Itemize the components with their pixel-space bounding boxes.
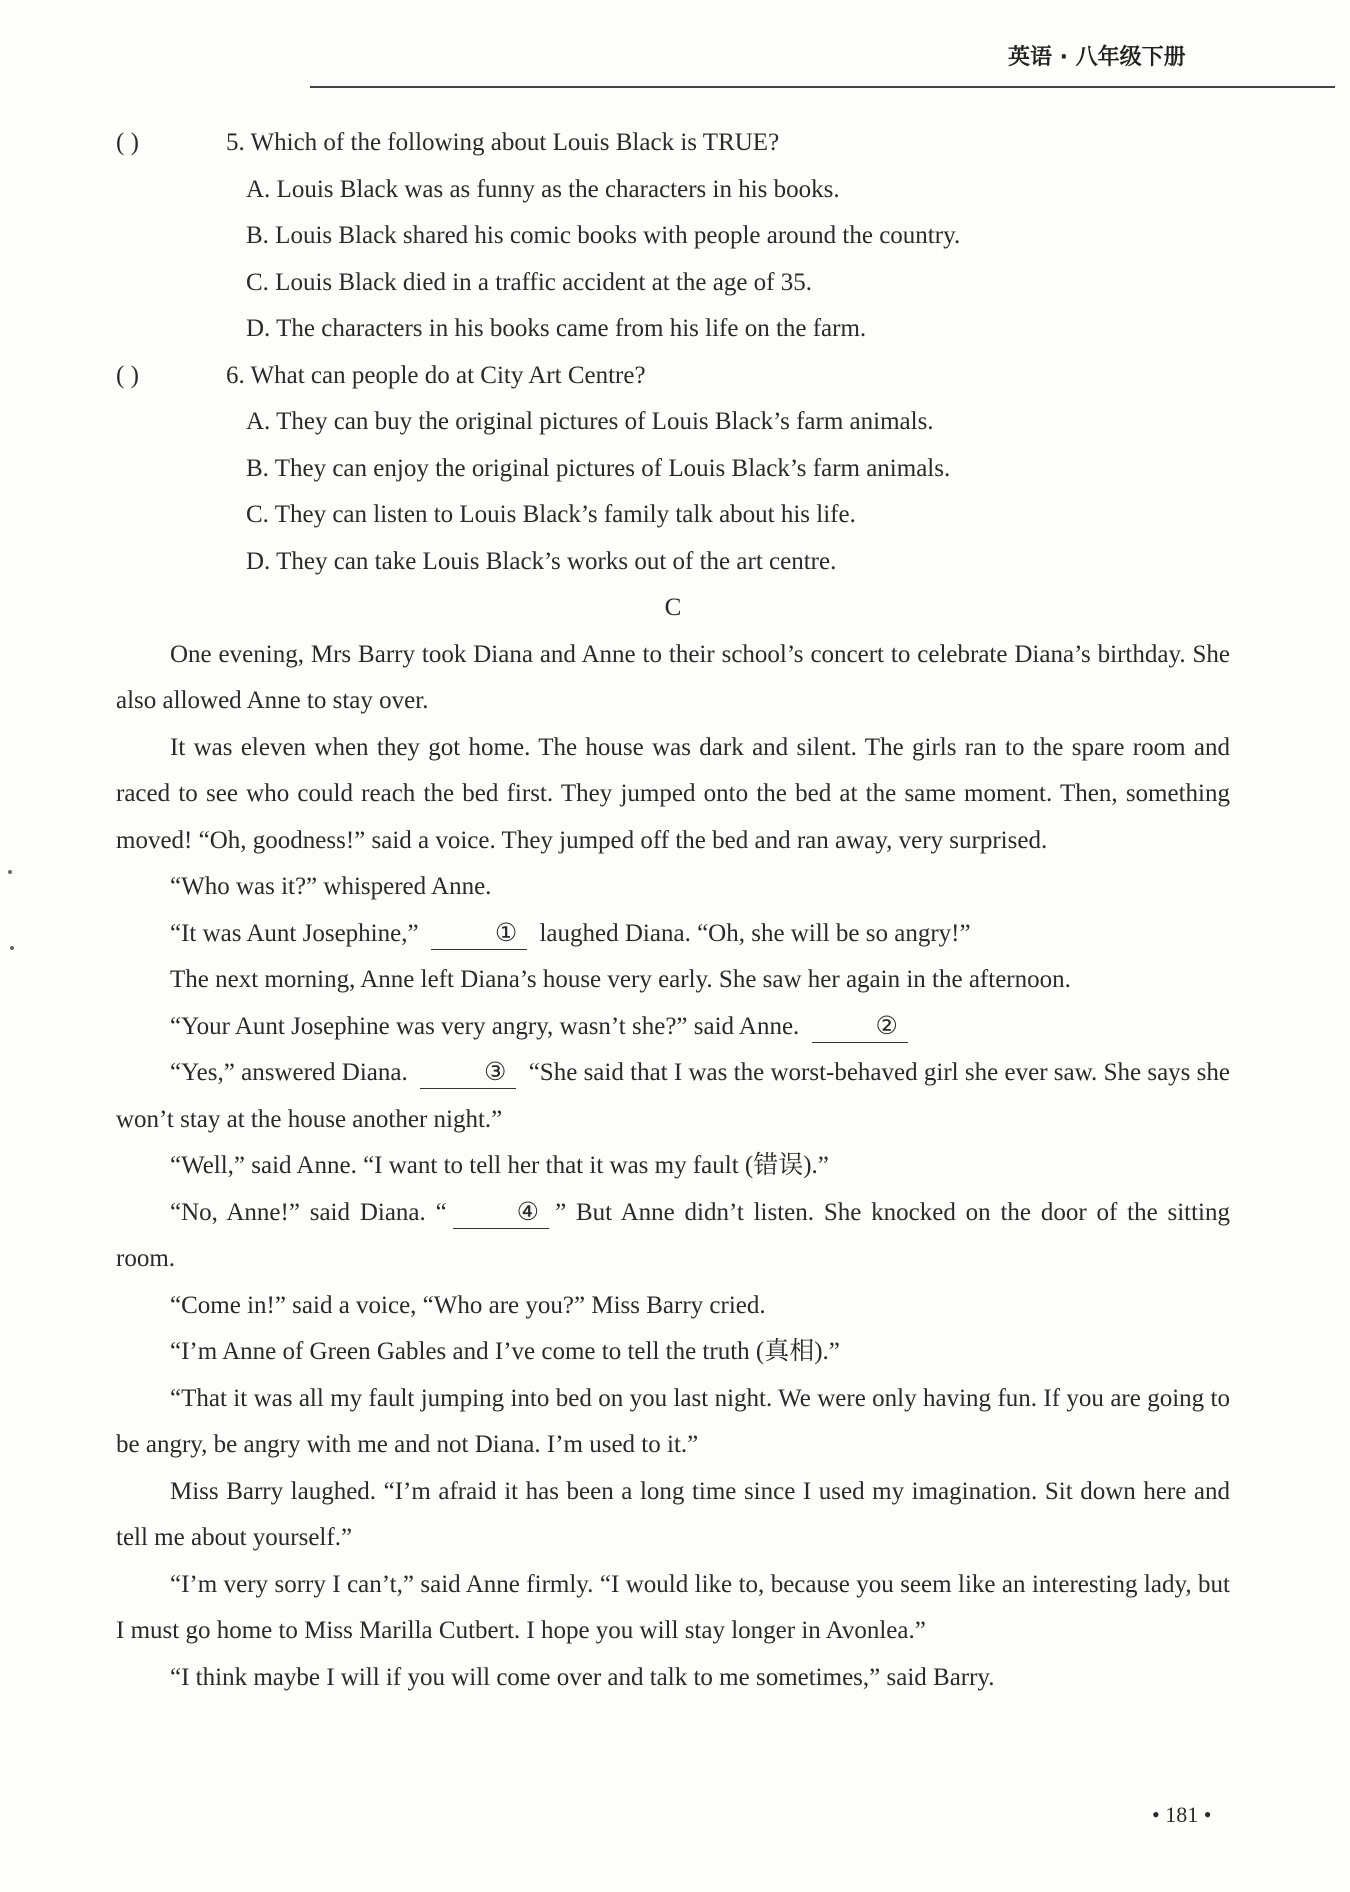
paragraph: “I’m very sorry I can’t,” said Anne firmly. “I would like to, because you seem like an interesting lady, but I must go home to Miss Marilla Cutbert. I hope you will stay longer in Avonlea.” (116, 1570, 1230, 1644)
page-content (116, 120, 1230, 1701)
paragraph (116, 1050, 1230, 1143)
page-number: • 181 • (1152, 1802, 1212, 1827)
option: A. Louis Black was as funny as the characters in his books. (246, 175, 840, 203)
paragraph: “Who was it?” whispered Anne. (170, 873, 492, 900)
question-5 (116, 120, 1230, 167)
option: B. Louis Black shared his comic books with people around the country. (246, 222, 961, 249)
paragraph: It was eleven when they got home. The house was dark and silent. The girls ran to the spare room and raced to see who could reach the bed first. They jumped onto the bed at the same moment. Then, something moved! “Oh, goodness!” said a voice. They jumped off the bed and ran away, very surprised. (116, 733, 1230, 854)
question-6 (116, 353, 1230, 400)
paragraph: One evening, Mrs Barry took Diana and Anne to their school’s concert to celebrate Diana’s birthday. She also allowed Anne to stay over. (116, 640, 1230, 714)
margin-mark (8, 870, 12, 874)
paragraph: “Come in!” said a voice, “Who are you?” Miss Barry cried. (170, 1291, 766, 1319)
text-segment: laughed Diana. “Oh, she will be so angry!” (539, 919, 971, 947)
text-segment: “It was Aunt Josephine,” (170, 919, 419, 947)
margin-mark (10, 946, 14, 950)
option: C. Louis Black died in a traffic accident at the age of 35. (246, 268, 813, 296)
answer-paren: ( ) (116, 361, 139, 389)
blank-1[interactable]: ① (431, 919, 527, 950)
paragraph: “That it was all my fault jumping into bed on you last night. We were only having fun. If you are going to be angry, be angry with me and not Diana. I’m used to it.” (116, 1384, 1230, 1458)
option: D. They can take Louis Black’s works out of the art centre. (246, 547, 837, 575)
header-title: 英语 · 八年级下册 (1008, 45, 1186, 70)
paragraph (116, 1004, 1230, 1051)
paragraph: The next morning, Anne left Diana’s house very early. She saw her again in the afternoon. (170, 966, 1071, 993)
header-rule (310, 86, 1335, 88)
text-segment: “She said that I was the worst-behaved girl she ever saw. She says she won’t stay at the house another night.” (116, 1059, 1231, 1133)
option: C. They can listen to Louis Black’s family talk about his life. (246, 501, 856, 528)
text-segment: “No, Anne!” said Diana. “ (170, 1198, 447, 1226)
section-heading: C (664, 594, 682, 621)
paragraph (116, 911, 1230, 958)
question-stem: 5. Which of the following about Louis Black is TRUE? (226, 129, 780, 156)
question-stem: 6. What can people do at City Art Centre? (226, 361, 646, 389)
option: A. They can buy the original pictures of Louis Black’s farm animals. (246, 408, 934, 435)
blank-3[interactable]: ③ (420, 1058, 516, 1089)
paragraph: Miss Barry laughed. “I’m afraid it has been a long time since I used my imagination. Sit down here and tell me about yourself.” (116, 1477, 1230, 1551)
paragraph (116, 1190, 1230, 1283)
option: D. The characters in his books came from his life on the farm. (246, 315, 867, 342)
answer-paren: ( ) (116, 129, 139, 156)
text-segment: “Yes,” answered Diana. (170, 1059, 408, 1086)
blank-4[interactable]: ④ (453, 1198, 549, 1229)
text-segment: ” But Anne didn’t listen. She knocked on the door of the sitting room. (116, 1198, 1230, 1272)
option: B. They can enjoy the original pictures of Louis Black’s farm animals. (246, 454, 951, 482)
paragraph: “I think maybe I will if you will come over and talk to me sometimes,” said Barry. (170, 1663, 995, 1691)
text-segment: “Your Aunt Josephine was very angry, wasn’t she?” said Anne. (170, 1012, 800, 1040)
paragraph: “I’m Anne of Green Gables and I’ve come to tell the truth (真相).” (170, 1338, 840, 1365)
paragraph: “Well,” said Anne. “I want to tell her that it was my fault (错误).” (170, 1152, 829, 1179)
blank-2[interactable]: ② (812, 1012, 908, 1043)
